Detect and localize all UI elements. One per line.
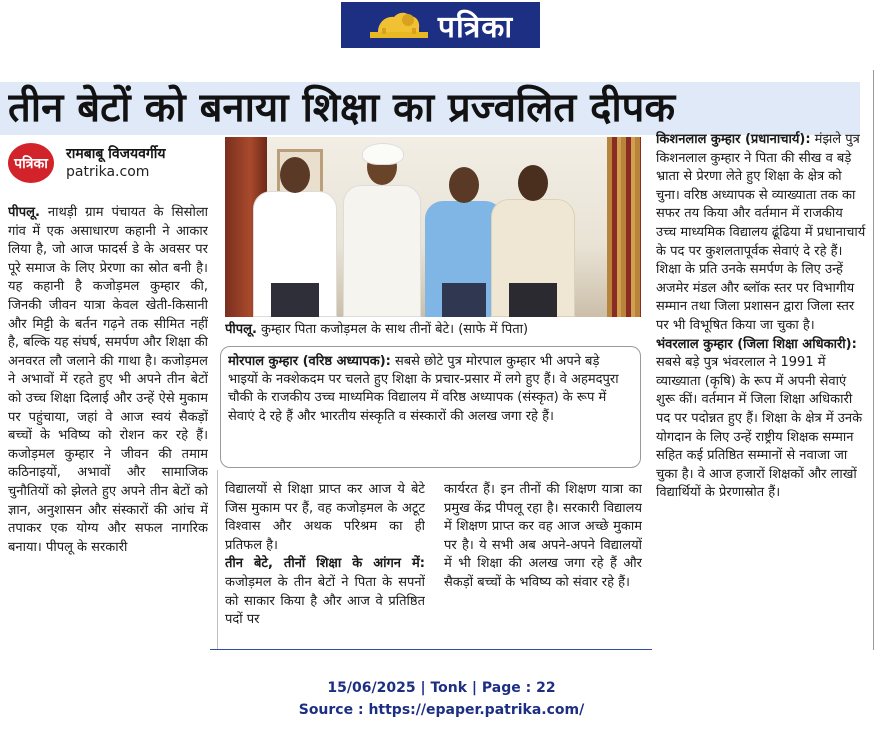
sidebar-box-text	[228, 353, 633, 463]
caption-text: कुम्हार पिता कजोड़मल के साथ तीनों बेटे। (साफे में पिता)	[256, 322, 529, 337]
subheading: भंवरलाल कुम्हार (जिला शिक्षा अधिकारी):	[656, 336, 857, 352]
column-divider	[217, 470, 218, 650]
photo-person-father	[343, 149, 421, 317]
footer-source-line: Source : https://epaper.patrika.com/	[298, 702, 585, 718]
article-text: विद्यालयों से शिक्षा प्राप्त कर आज ये बेटे जिस मुकाम पर हैं, वह कजोड़मल के अटूट विश्वास और अथक परिश्रम का ही प्रतिफल है।	[225, 482, 425, 553]
article-column-2	[225, 481, 425, 641]
lion-emblem-icon	[368, 8, 430, 42]
article-column-3	[444, 481, 642, 641]
photo-person	[491, 165, 575, 317]
masthead	[341, 2, 540, 48]
photo-caption	[225, 320, 645, 342]
byline	[8, 140, 218, 188]
headline: तीन बेटों को बनाया शिक्षा का प्रज्वलित दीपक	[8, 85, 676, 131]
author-site: patrika.com	[66, 164, 150, 180]
sidebar-box-heading: मोरपाल कुम्हार (वरिष्ठ अध्यापक):	[228, 354, 391, 369]
caption-dateline: पीपलू.	[225, 322, 257, 337]
photo-person	[253, 157, 337, 317]
subheading: तीन बेटे, तीनों शिक्षा के आंगन में:	[225, 556, 425, 572]
article-text: सबसे बड़े पुत्र भंवरलाल ने 1991 में व्याख्याता (कृषि) के रूप में अपनी सेवाएं शुरू कीं। वर्तमान में जिला शिक्षा अधिकारी पद पर पदोन्नत हुए हैं। शिक्षा के क्षेत्र में उनके योगदान के लिए उन्हें राष्ट्रीय शिक्षक सम्मान सहित कई प्रतिष्ठित सम्मानों से नवाजा जा चुका है। वे आज हजारों शिक्षकों और लाखों विद्यार्थियों के प्रेरणास्रोत हैं।	[656, 355, 863, 501]
article-text: कार्यरत हैं। इन तीनों की शिक्षण यात्रा का प्रमुख केंद्र पीपलू रहा है। सरकारी विद्यालय में शिक्षण प्राप्त कर वह आज अच्छे मुकाम पर है। ये सभी अब अपने-अपने विद्यालयों में भी शिक्षा की अलख जगा रहे हैं और सैकड़ों बच्चों के भविष्य को संवार रहे हैं।	[444, 482, 642, 590]
brand-name: पत्रिका	[437, 9, 514, 45]
publication-badge: पत्रिका	[8, 143, 54, 183]
sidebar-box-body: सबसे छोटे पुत्र मोरपाल कुम्हार भी अपने बड़े भाइयों के नक्शेकदम पर चलते हुए शिक्षा के प्रचार-प्रसार में लगे हुए हैं। वे अहमदपुरा चौकी के राजकीय उच्च माध्यमिक विद्यालय में वरिष्ठ अध्यापक (संस्कृत) के रूप में सेवाएं दे रहे हैं और भारतीय संस्कृति व संस्कारों की अलख जगा रहे हैं।	[228, 354, 619, 424]
dateline: पीपलू.	[8, 205, 40, 220]
bottom-divider	[210, 649, 652, 650]
article-column-1	[8, 204, 208, 642]
article-text: नाथड़ी ग्राम पंचायत के सिसोला गांव में एक असाधारण कहानी ने आकार लिया है, जो आज फादर्स डे के अवसर पर पूरे समाज के लिए प्रेरणा का स्रोत बनी है। यह कहानी है कजोड़मल कुम्हार की, जिनकी जीवन यात्रा केवल खेती-किसानी और मिट्टी के बर्तन गढ़ने तक सीमित नहीं है, बल्कि यह संघर्ष, समर्पण और शिक्षा की अनवरत लौ जलाने की गाथा है। कजोड़मल ने अभावों में रहते हुए भी अपने तीन बेटों को उच्च शिक्षा दिलाई और उन्हें ऐसे मुकाम पर पहुंचाया, जहां वे आज स्वयं सैकड़ों बच्चों के भविष्य को रोशन कर रहे हैं। कजोड़मल कुम्हार ने जीवन की तमाम कठिनाइयों, अभावों और सामाजिक चुनौतियों को झेलते हुए अपने तीन बेटों को ज्ञान, अनुशासन और संस्कारों की आंच में तपाकर एक योग्य और सफल नागरिक बनाया। पीपलू के सरकारी	[8, 205, 208, 555]
news-photo	[225, 137, 641, 317]
article-column-4	[656, 131, 866, 641]
footer-date-line: 15/06/2025 | Tonk | Page : 22	[327, 680, 556, 696]
article-text: कजोड़मल के तीन बेटों ने पिता के सपनों को साकार किया है और आज वे प्रतिष्ठित पदों पर	[225, 574, 425, 628]
article-text: मंझले पुत्र किशनलाल कुम्हार ने पिता की सीख व बड़े भ्राता से प्रेरणा लेते हुए शिक्षा के क्षेत्र को चुना। वरिष्ठ अध्यापक से व्याख्याता तक का सफर तय किया और वर्तमान में राजकीय उच्च माध्यमिक विद्यालय ढूंढिया में प्रधानाचार्य के पद पर कुशलतापूर्वक सेवाएं दे रहे हैं। शिक्षा के प्रति उनके समर्पण के लिए उन्हें अजमेर मंडल और ब्लॉक स्तर पर विभागीय सम्मान तथा जिला प्रशासन द्वारा जिला स्तर पर भी विभूषित किया जा चुका है।	[656, 132, 866, 333]
column-divider	[873, 70, 874, 650]
subheading: किशनलाल कुम्हार (प्रधानाचार्य):	[656, 132, 811, 147]
photo-curtain	[607, 137, 641, 317]
sidebar-box	[220, 346, 641, 468]
author-name: रामबाबू विजयवर्गीय	[66, 146, 166, 162]
footer	[0, 677, 883, 721]
